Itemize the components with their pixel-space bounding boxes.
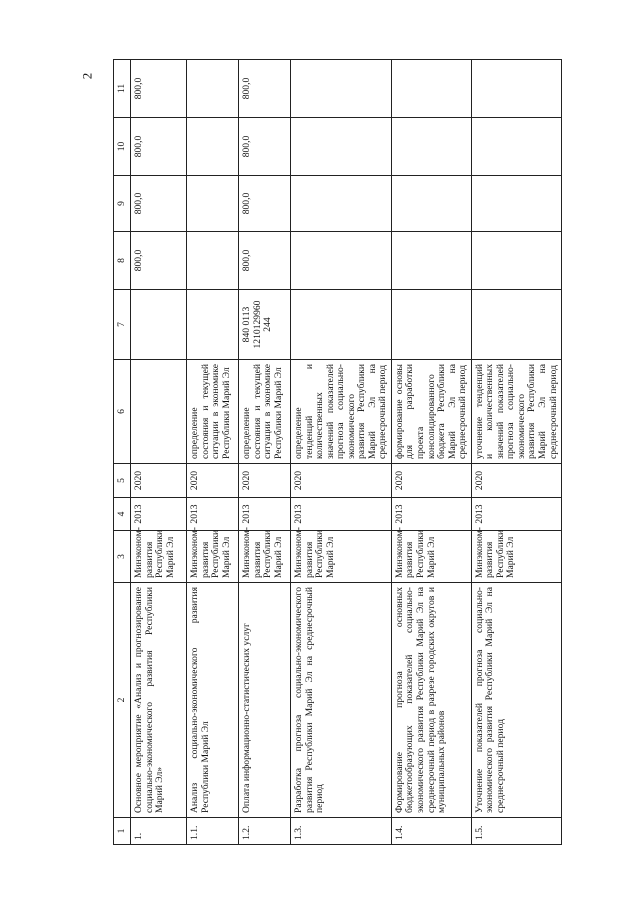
row-number: 1.2. [239,818,291,845]
expected-result: определение состояния и текущей ситуации в экономике Республики Марий Эл [239,360,291,464]
row-number: 1.5. [471,818,561,845]
value-col-11 [391,60,471,118]
start-year: 2013 [471,498,561,531]
value-col-11 [187,60,239,118]
end-year: 2020 [471,464,561,498]
column-header: 9 [114,176,131,232]
column-header: 1 [114,818,131,845]
value-col-9 [471,176,561,232]
column-header: 11 [114,60,131,118]
value-col-9 [291,176,392,232]
executor: Минэкономразвития Республики Марий Эл [239,531,291,583]
header-row [114,60,131,845]
value-col-9: 800,0 [131,176,187,232]
end-year: 2020 [239,464,291,498]
value-col-10: 800,0 [239,118,291,176]
value-col-10 [187,118,239,176]
end-year: 2020 [187,464,239,498]
activity-name: Уточнение показателей прогноза социально-экономического развития Республики Марий Эл на среднесрочный период [471,583,561,818]
table-row [239,60,291,845]
activity-name: Формирование прогноза основных бюджетообразующих показателей социально-экономического развития Республики Марий Эл на среднесрочный период в разрезе городских округов и муниципальных районов [391,583,471,818]
value-col-8 [471,232,561,290]
start-year: 2013 [391,498,471,531]
column-header: 3 [114,531,131,583]
start-year: 2013 [239,498,291,531]
executor: Минэкономразвития Республики Марий Эл [187,531,239,583]
executor: Минэкономразвития Республики Марий Эл [291,531,392,583]
expected-result: определение состояния и текущей ситуации в экономике Республики Марий Эл [187,360,239,464]
table-row [291,60,392,845]
end-year: 2020 [391,464,471,498]
column-header: 4 [114,498,131,531]
value-col-11: 800,0 [239,60,291,118]
rotated-table-container [113,60,559,845]
column-header: 7 [114,290,131,360]
value-col-8 [187,232,239,290]
table-row [471,60,561,845]
value-col-9: 800,0 [239,176,291,232]
column-header: 5 [114,464,131,498]
start-year: 2013 [131,498,187,531]
end-year: 2020 [291,464,392,498]
budget-code [187,290,239,360]
expected-result: уточнение тенденций и количественных значений показателей прогноза социально-экономического развития Республики Марий Эл на среднесрочный период [471,360,561,464]
expected-result: определение тенденций и количественных значений показателей прогноза социально-экономического развития Республики Марий Эл на среднесрочный период [291,360,392,464]
value-col-10: 800,0 [131,118,187,176]
value-col-8 [291,232,392,290]
column-header: 10 [114,118,131,176]
activity-name: Разработка прогноза социально-экономического развития Республики Марий Эл на среднесрочный период [291,583,392,818]
value-col-9 [391,176,471,232]
value-col-11 [291,60,392,118]
row-number: 1. [131,818,187,845]
executor: Минэкономразвития Республики Марий Эл [391,531,471,583]
budget-code [391,290,471,360]
column-header: 8 [114,232,131,290]
column-header: 6 [114,360,131,464]
table-row [187,60,239,845]
row-number: 1.3. [291,818,392,845]
expected-result [131,360,187,464]
end-year: 2020 [131,464,187,498]
budget-code [291,290,392,360]
table-row [131,60,187,845]
start-year: 2013 [187,498,239,531]
budget-code: 840 0113 1210129960 244 [239,290,291,360]
value-col-9 [187,176,239,232]
executor: Минэкономразвития Республики Марий Эл [131,531,187,583]
value-col-11 [471,60,561,118]
start-year: 2013 [291,498,392,531]
activity-name: Оплата информационно-статистических услуг [239,583,291,818]
page-number: 2 [79,72,95,80]
value-col-10 [471,118,561,176]
column-header: 2 [114,583,131,818]
expected-result: формирование основы для разработки проекта консолидированного бюджета Республики Марий Эл на среднесрочный период [391,360,471,464]
value-col-8 [391,232,471,290]
program-activities-table [113,59,562,845]
budget-code [131,290,187,360]
executor: Минэкономразвития Республики Марий Эл [471,531,561,583]
activity-name: Анализ социально-экономического развития Республики Марий Эл [187,583,239,818]
value-col-10 [391,118,471,176]
budget-code [471,290,561,360]
row-number: 1.1. [187,818,239,845]
value-col-10 [291,118,392,176]
table-row [391,60,471,845]
row-number: 1.4. [391,818,471,845]
value-col-11: 800,0 [131,60,187,118]
value-col-8: 800,0 [239,232,291,290]
value-col-8: 800,0 [131,232,187,290]
activity-name: Основное мероприятие «Анализ и прогнозирование социально-экономического развития Республики Марий Эл» [131,583,187,818]
